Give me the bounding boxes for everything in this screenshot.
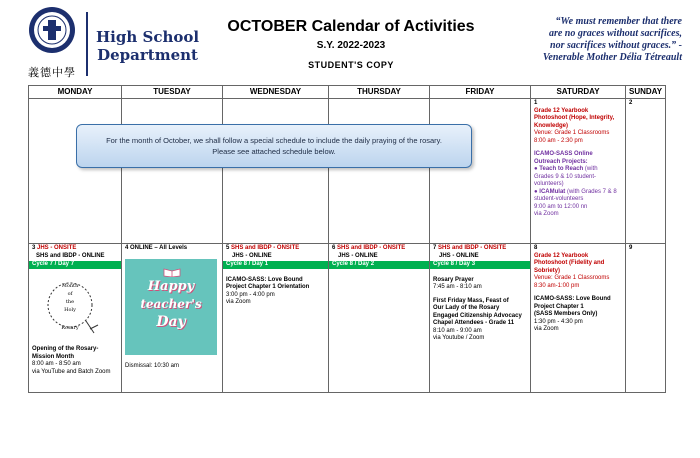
header-divider [86,12,88,76]
cell-empty [223,99,329,244]
teachers-day-image: Happy teacher's Day [125,259,217,355]
event-title: Rosary Prayer [433,276,474,283]
cycle-badge: Cycle 7 / Day 7 [29,261,121,269]
cycle-badge: Cycle 8 / Day 1 [223,261,328,269]
book-icon [163,267,181,277]
cell-oct-3: 3 JHS - ONSITE SHS and IBDP - ONLINE Cycle 7 / Day 7 Month of the Holy Rosary Opening of the Rosary- Mission Month 8:00 am - 8:50 am via YouTube and Batch Zoom [29,244,122,393]
cell-oct-5: 5 SHS and IBDP - ONSITE JHS - ONLINE Cycle 8 / Day 1 ICAMO-SASS: Love Bound Project Chapter 1 Orientation 3:00 pm - 4:00 pm via Zoom [223,244,329,393]
event-details: 3:00 pm - 4:00 pm via Zoom [226,291,275,305]
event-title: First Friday Mass, Feast of Our Lady of the Rosary Engaged Citizenship Advocacy Chapel Attendees - Grade 11 [433,297,522,326]
cell-oct-1 [531,99,626,244]
svg-text:the: the [65,298,75,305]
event-details: 1:30 pm - 4:30 pm via Zoom [534,318,583,332]
day-header-monday: MONDAY [29,86,122,99]
svg-text:Holy: Holy [64,306,76,313]
date-mode: 5 SHS and IBDP - ONSITE [226,245,300,251]
day-header-saturday: SATURDAY [531,86,626,99]
date-number: 2 [629,100,633,106]
cell-oct-7: 7 SHS and IBDP - ONSITE JHS - ONLINE Cycle 8 / Day 3 Rosary Prayer 7:45 am - 8:10 am First Friday Mass, Feast of Our Lady of the Rosary Engaged Citizenship Advocacy Chapel Attendees - Grade 11 8:10 am - 9:00 am via Youtube / Zoom [430,244,531,393]
dismissal-time: Dismissal: 10:30 am [125,362,180,369]
cell-oct-9 [626,244,666,393]
svg-text:of: of [67,290,73,297]
logo-chinese-text: 義德中學 [28,66,76,79]
svg-text:Rosary: Rosary [61,324,79,331]
cell-empty [122,99,223,244]
event-bullet: ● ICAMulat (with Grades 7 & 8 student-volunteers 9:00 am to 12:00 nn via Zoom [534,188,617,217]
event-details: 7:45 am - 8:10 am [433,284,482,290]
school-year: S.Y. 2022-2023 [316,40,386,51]
copy-label: STUDENT'S COPY [308,60,394,70]
event-title: ICAMO-SASS: Love Bound Project Chapter 1 Orientation [226,276,310,290]
cycle-badge: Cycle 8 / Day 2 [329,261,429,269]
date-mode: 6 SHS and IBDP - ONSITE [332,245,406,251]
day-header-friday: FRIDAY [430,86,531,99]
holy-rosary-image [40,277,100,339]
event-title: ICAMO-SASS: Love Bound Project Chapter 1 (SASS Members Only) [534,296,611,317]
week-2-row [29,244,666,393]
event-title: ICAMO-SASS Online Outreach Projects: [534,151,593,165]
day-header-wednesday: WEDNESDAY [223,86,329,99]
event-bullet: ● Teach to Reach (with Grades 9 & 10 student- volunteers) [534,166,598,187]
date-mode: 7 SHS and IBDP - ONSITE [433,245,507,251]
day-header-tuesday: TUESDAY [122,86,223,99]
header-quote: “We must remember that there are no graces without sacrifices, nor sacrifices without graces.” - Venerable Mother Délia Tétreault [542,16,682,63]
event-details: 8:10 am - 9:00 am via Youtube / Zoom [433,327,485,341]
event-title: Opening of the Rosary- Mission Month [32,346,99,360]
event-details: 8:00 am - 8:50 am via YouTube and Batch Zoom [32,361,111,375]
event-title: Grade 12 Yearbook Photoshoot (Hope, Integrity, Knowledge) [534,107,615,129]
cell-oct-6: 6 SHS and IBDP - ONSITE JHS - ONLINE Cycle 8 / Day 2 [329,244,430,393]
svg-text:Month: Month [61,282,79,289]
school-seal-logo [28,6,76,54]
day-header-row [29,86,666,99]
cell-oct-2 [626,99,666,244]
cycle-badge: Cycle 8 / Day 3 [430,261,530,269]
cell-empty [430,99,531,244]
cell-empty [29,99,122,244]
event-details: Venue: Grade 1 Classrooms 8:30 am-1:00 pm [534,275,610,289]
cell-oct-4 [122,244,223,393]
page-title: OCTOBER Calendar of Activities [227,18,475,35]
date-number: 8 [534,245,538,251]
cell-empty [329,99,430,244]
week-1-row [29,99,666,244]
day-header-sunday: SUNDAY [626,86,666,99]
event-title: Grade 12 Yearbook Photoshoot (Fidelity and Sobriety) [534,252,605,274]
page-header [0,0,700,82]
rosary-schedule-banner: For the month of October, we shall follow a special schedule to include the daily praying of the rosary. Please see attached schedule below. [76,124,472,168]
day-header-thursday: THURSDAY [329,86,430,99]
cell-oct-8 [531,244,626,393]
date-number: 9 [629,245,633,251]
department-name: High School Department [96,28,200,64]
event-details: Venue: Grade 1 Classrooms 8:00 am - 2:30 pm [534,130,610,144]
date-mode: 3 JHS - ONSITE [32,245,77,251]
date-mode: 4 ONLINE – All Levels [125,245,188,251]
date-number: 1 [534,100,538,106]
